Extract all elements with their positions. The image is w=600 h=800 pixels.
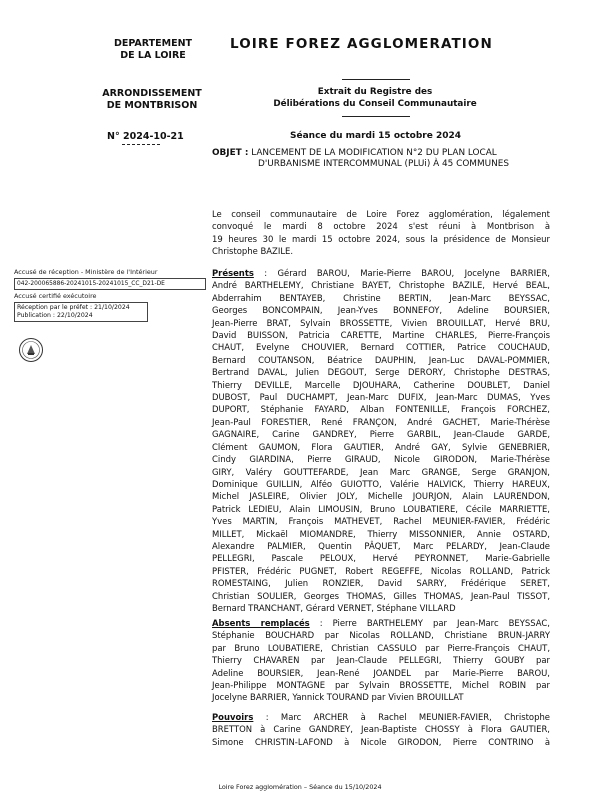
republic-seal-icon [18, 337, 44, 363]
presents-text: : Gérard BAROU, Marie-Pierre BAROU, Jocelyne BARRIER, [253, 268, 550, 278]
arrondissement-line1: ARRONDISSEMENT [102, 88, 202, 99]
presents-line: PELLEGRI, Pascale PELOUX, Hervé PEYRONNET, Marie-Gabrielle [212, 553, 550, 564]
presents-line: Dominique GUILLIN, Alféo GUIOTTO, Valérie HALVICK, Thierry HAREUX, [212, 478, 550, 489]
presents-line: DUBOST, Paul DUCHAMPT, Jean-Marc DUFIX, Jean-Marc DUMAS, Yves [212, 392, 550, 403]
intro-paragraph [212, 208, 550, 258]
absents-block [212, 617, 550, 704]
stamp-reception: Réception par le préfet : 21/10/2024 [17, 304, 130, 311]
presents-line: Georges BONCOMPAIN, Jean-Yves BONNEFOY, Adeline BOURSIER, [212, 305, 550, 316]
mid-rule [342, 116, 410, 117]
presents-block [212, 267, 550, 614]
absents-text: : Pierre BARTHELEMY par Jean-Marc BEYSSAC, [309, 618, 550, 628]
deliberation-number: N° 2024-10-21 [107, 131, 184, 142]
department-line2: DE LA LOIRE [120, 50, 186, 61]
presents-line: Bernard COUTANSON, Béatrice DAUPHIN, Jean-Luc DAVAL-POMMIER, [212, 354, 550, 365]
intro-line: Le conseil communautaire de Loire Forez agglomération, légalement [212, 209, 550, 219]
presents-line: Bernard TRANCHANT, Gérard VERNET, Stéphane VILLARD [212, 602, 456, 613]
presents-line: André BARTHELEMY, Christiane BAYET, Christophe BAZILE, Hervé BEAL, [212, 280, 550, 291]
objet-block [212, 147, 497, 159]
presents-line: David BUISSON, Patricia CARETTE, Martine CHARLES, Pierre-François [212, 330, 550, 341]
presents-line [212, 267, 550, 279]
absents-line: Stéphanie BOUCHARD par Nicolas ROLLAND, Christiane BRUN-JARRY [212, 630, 550, 641]
pouvoirs-text: : Marc ARCHER à Rachel MEUNIER-FAVIER, Christophe [253, 712, 550, 722]
stamp-line1: Accusé de réception - Ministère de l'Intérieur [14, 268, 158, 276]
presents-lines [212, 267, 550, 614]
presents-label: Présents [212, 268, 254, 278]
absents-line: par Bruno LOUBATIERE, Christian CASSULO par Pierre-François CHAUT, [212, 642, 550, 653]
objet-text-2: D'URBANISME INTERCOMMUNAL (PLUi) À 45 COMMUNES [258, 159, 509, 169]
absents-line [212, 617, 550, 629]
presents-line: Thierry DEVILLE, Marcelle DJOUHARA, Catherine DOUBLET, Daniel [212, 379, 550, 390]
pouvoirs-line [212, 711, 550, 723]
stamp-publication: Publication : 22/10/2024 [17, 312, 93, 319]
stamp-dates [14, 302, 148, 322]
stamp-line3: Accusé certifié exécutoire [14, 292, 97, 300]
presents-line: Cindy GIARDINA, Pierre GIRAUD, Nicole GIRODON, Marie-Thérèse [212, 454, 550, 465]
department-line1: DEPARTEMENT [113, 38, 193, 49]
presents-line: Michel JASLEIRE, Olivier JOLY, Michelle JOURJON, Alain LAURENDON, [212, 491, 550, 502]
presents-line: CHAUT, Evelyne CHOUVIER, Bernard COTTIER, Patrice COUCHAUD, [212, 342, 550, 353]
pouvoirs-lines [212, 711, 550, 748]
presents-line: Jean-Paul FORESTIER, René FRANÇON, André GACHET, Marie-Thérèse [212, 416, 550, 427]
absents-line: Jean-Philippe MONTAGNE par Sylvain BROSSETTE, Michel ROBIN par [212, 680, 550, 691]
presents-line: Patrick LEDIEU, Alain LIMOUSIN, Bruno LOUBATIERE, Cécile MARRIETTE, [212, 503, 550, 514]
arrondissement-label [92, 88, 212, 112]
presents-line: PFISTER, Frédéric PUGNET, Robert REGEFFE, Nicolas ROLLAND, Patrick [212, 565, 550, 576]
presents-line: Christian SOULIER, Georges THOMAS, Gilles THOMAS, Jean-Paul TISSOT, [212, 590, 550, 601]
pouvoirs-block [212, 711, 550, 748]
pouvoirs-label: Pouvoirs [212, 712, 254, 722]
page-footer: Loire Forez agglomération – Séance du 15/10/2024 [218, 783, 382, 791]
extract-title [250, 86, 500, 110]
pouvoirs-line: Simone CHRISTIN-LAFOND à Nicole GIRODON, Pierre CONTRINO à [212, 736, 550, 747]
reception-stamp [14, 268, 206, 322]
presents-line: Bertrand DAVAL, Julien DEGOUT, Serge DERORY, Christophe DESTRAS, [212, 367, 550, 378]
absents-label: Absents remplacés [212, 618, 310, 628]
objet-text-1: LANCEMENT DE LA MODIFICATION N°2 DU PLAN LOCAL [251, 148, 497, 158]
stamp-id: 042-200065886-20241015-20241015_CC_D21-DE [14, 278, 206, 290]
presents-line: MILLET, Mickaël MIOMANDRE, Thierry MISSONNIER, Annie OSTARD, [212, 528, 550, 539]
absents-line: Jocelyne BARRIER, Yannick TOURAND par Vivien BROUILLAT [212, 692, 464, 703]
top-rule [342, 79, 410, 80]
intro-line: Christophe BAZILE. [212, 246, 294, 257]
number-underline [122, 144, 160, 145]
absents-line: Adeline BOURSIER, Jean-René JOANDEL par Marie-Pierre BAROU, [212, 667, 550, 678]
intro-line: convoqué le mardi 8 octobre 2024 s'est réuni à Montbrison à [212, 221, 550, 232]
extract-line1: Extrait du Registre des [317, 87, 433, 97]
absents-line: Thierry CHAVAREN par Jean-Claude PELLEGRI, Thierry GOUBY par [212, 655, 550, 666]
presents-line: Jean-Pierre BRAT, Sylvain BROSSETTE, Vivien BROUILLAT, Hervé BRU, [212, 317, 550, 328]
presents-line: DUPORT, Stéphanie FAYARD, Alban FONTENILLE, François FORCHEZ, [212, 404, 550, 415]
presents-line: GIRY, Valéry GOUTTEFARDE, Jean Marc GRANGE, Serge GRANJON, [212, 466, 550, 477]
presents-line: Alexandre PALMIER, Quentin PÂQUET, Marc PELARDY, Jean-Claude [212, 540, 550, 551]
absents-lines [212, 617, 550, 704]
arrondissement-line2: DE MONTBRISON [106, 100, 198, 111]
seance-date: Séance du mardi 15 octobre 2024 [290, 131, 461, 141]
department-label [98, 38, 208, 62]
extract-line2: Délibérations du Conseil Communautaire [273, 99, 477, 109]
objet-label: OBJET : [212, 148, 249, 158]
intro-line: 19 heures 30 le mardi 15 octobre 2024, sous la présidence de Monsieur [212, 233, 550, 244]
org-title: LOIRE FOREZ AGGLOMERATION [230, 36, 493, 52]
pouvoirs-line: BRETTON à Carine GANDREY, Jean-Baptiste CHOSSY à Flora GAUTIER, [212, 724, 550, 735]
presents-line: Clément GAUMON, Flora GAUTIER, André GAY, Sylvie GENEBRIER, [212, 441, 550, 452]
presents-line: Abderrahim BENTAYEB, Christine BERTIN, Jean-Marc BEYSSAC, [212, 292, 550, 303]
presents-line: Yves MARTIN, François MATHEVET, Rachel MEUNIER-FAVIER, Frédéric [212, 516, 550, 527]
presents-line: ROMESTAING, Julien RONZIER, David SARRY, Frédérique SERET, [212, 578, 550, 589]
presents-line: GAGNAIRE, Carine GANDREY, Pierre GARBIL, Jean-Claude GARDE, [212, 429, 550, 440]
